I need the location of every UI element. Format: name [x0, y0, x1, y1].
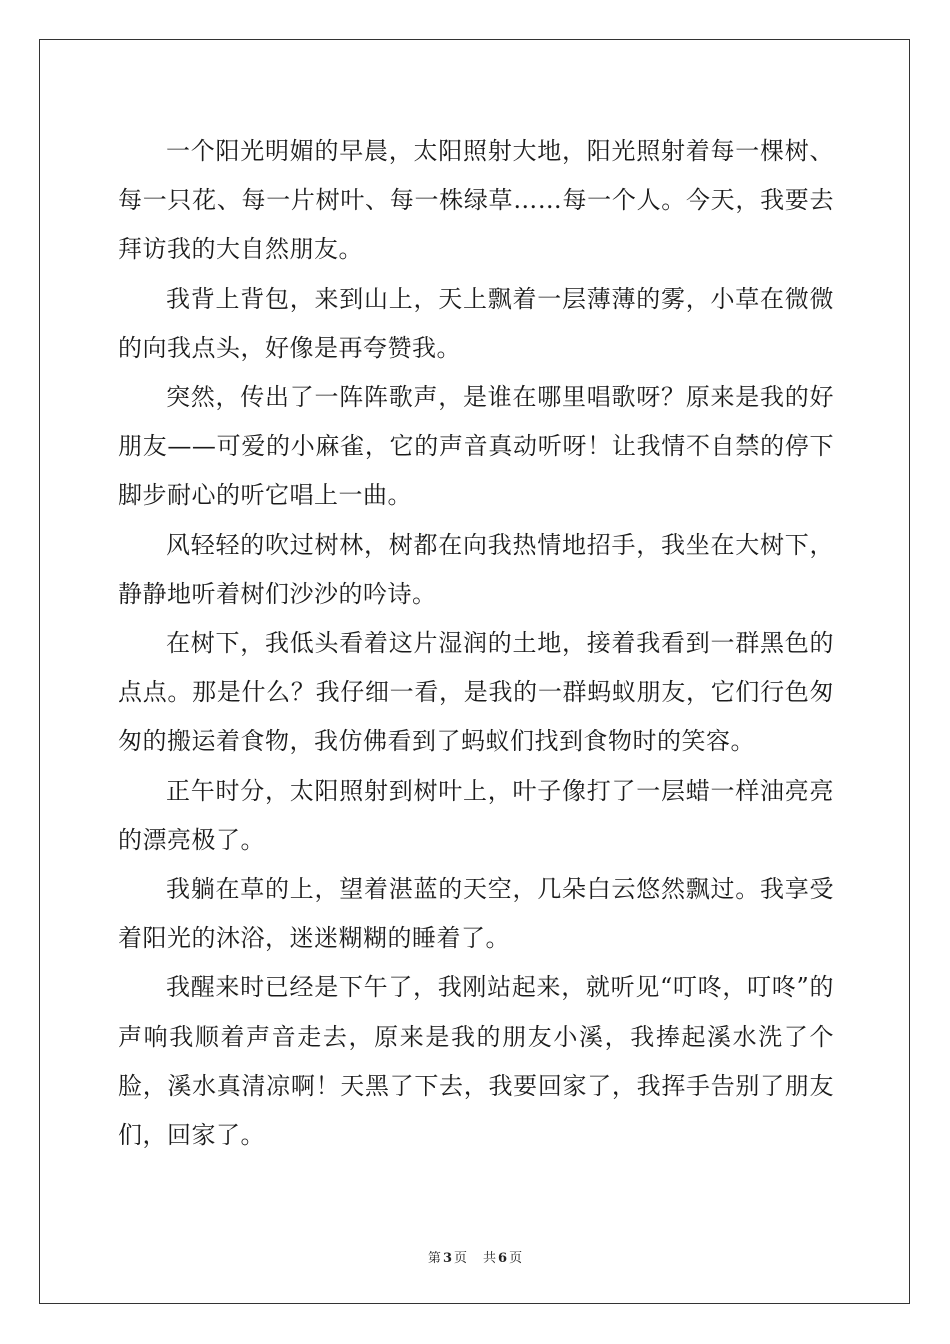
document-body [118, 127, 834, 1160]
paragraph: 风轻轻的吹过树林，树都在向我热情地招手，我坐在大树下，静静地听着树们沙沙的吟诗。 [118, 530, 834, 608]
paragraph: 在树下，我低头看着这片湿润的土地，接着我看到一群黑色的点点。那是什么？我仔细一看，是我的一群蚂蚁朋友，它们行色匆匆的搬运着食物，我仿佛看到了蚂蚁们找到食物时的笑容。 [118, 629, 834, 756]
total-pages-prefix: 共 [483, 1251, 497, 1266]
paragraph: 我躺在草的上，望着湛蓝的天空，几朵白云悠然飘过。我享受着阳光的沐浴，迷迷糊糊的睡着了。 [118, 875, 834, 953]
paragraph: 正午时分，太阳照射到树叶上，叶子像打了一层蜡一样油亮亮的漂亮极了。 [118, 776, 834, 854]
paragraph: 我醒来时已经是下午了，我刚站起来，就听见“叮咚，叮咚”的声响我顺着声音走去，原来是我的朋友小溪，我捧起溪水洗了个脸，溪水真清凉啊！天黑了下去，我要回家了，我挥手告别了朋友们，回家了。 [118, 973, 834, 1150]
current-page-number: 3 [442, 1251, 452, 1266]
paragraph: 突然，传出了一阵阵歌声，是谁在哪里唱歌呀？原来是我的好朋友——可爱的小麻雀，它的声音真动听呀！让我情不自禁的停下脚步耐心的听它唱上一曲。 [118, 383, 834, 510]
total-pages-suffix: 页 [509, 1251, 523, 1266]
page-number-suffix: 页 [453, 1251, 467, 1266]
paragraph: 我背上背包，来到山上，天上飘着一层薄薄的雾，小草在微微的向我点头，好像是再夸赞我。 [118, 284, 834, 362]
page-number-prefix: 第 [427, 1251, 441, 1266]
total-page-count: 6 [498, 1251, 508, 1266]
paragraph: 一个阳光明媚的早晨，太阳照射大地，阳光照射着每一棵树、每一只花、每一片树叶、每一株绿草……每一个人。今天，我要去拜访我的大自然朋友。 [118, 137, 834, 264]
page-footer [0, 1247, 950, 1266]
